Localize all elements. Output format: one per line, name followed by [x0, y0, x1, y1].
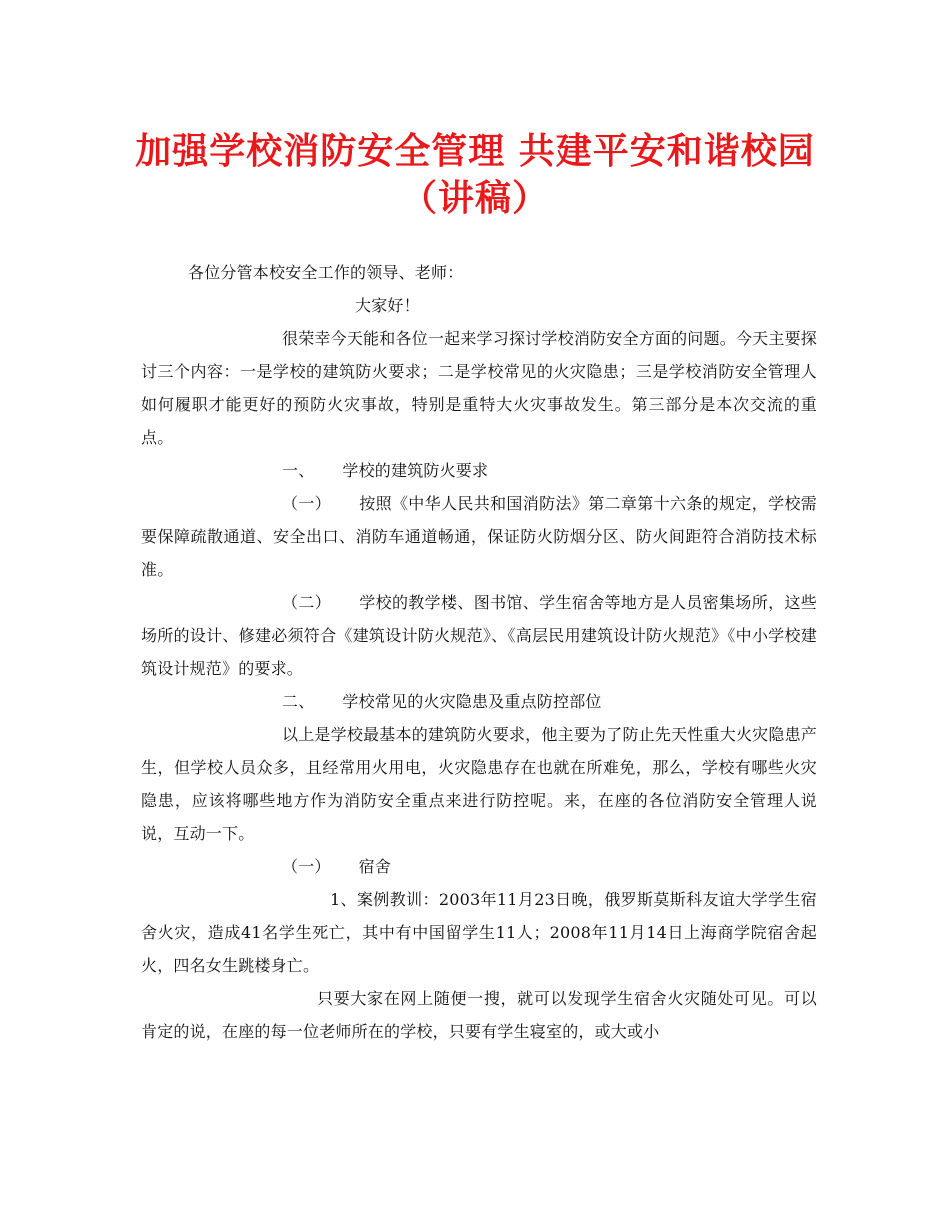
section-title: 学校常见的火灾隐患及重点防控部位	[342, 692, 602, 711]
paragraph: 只要大家在网上随便一搜，就可以发现学生宿舍火灾随处可见。可以肯定的说，在座的每一位老师所在的学校，只要有学生寝室的，或大或小	[141, 989, 817, 1041]
section-number: 二、	[282, 692, 315, 711]
item-number: （一）	[282, 494, 332, 513]
section-heading-2	[141, 685, 817, 718]
list-item	[141, 586, 817, 685]
case-paragraph: 1、案例教训：2003年11月23日晚，俄罗斯莫斯科友谊大学学生宿舍火灾，造成41名学生死亡，其中有中国留学生11人；2008年11月14日上海商学院宿舍起火，四名女生跳楼身亡。	[141, 890, 817, 975]
greeting: 各位分管本校安全工作的领导、老师：	[188, 263, 464, 282]
paragraph: 以上是学校最基本的建筑防火要求，他主要为了防止先天性重大火灾隐患产生，但学校人员众多，且经常用火用电，火灾隐患存在也就在所难免，那么，学校有哪些火灾隐患，应该将哪些地方作为消防安全重点来进行防控呢。来，在座的各位消防安全管理人说说，互动一下。	[141, 725, 817, 843]
item-number: （一）	[282, 857, 331, 876]
section-number: 一、	[282, 461, 315, 480]
item-number: （二）	[282, 593, 332, 612]
intro-paragraph: 很荣幸今天能和各位一起来学习探讨学校消防安全方面的问题。今天主要探讨三个内容：一是学校的建筑防火要求；二是学校常见的火灾隐患；三是学校消防安全管理人如何履职才能更好的预防火灾事故，特别是重特大火灾事故发生。第三部分是本次交流的重点。	[141, 329, 817, 447]
item-text: 学校的教学楼、图书馆、学生宿舍等地方是人员密集场所，这些场所的设计、修建必须符合《建筑设计防火规范》、《高层民用建筑设计防火规范》《中小学校建筑设计规范》的要求。	[141, 593, 817, 678]
document-subtitle: （讲稿）	[400, 177, 549, 219]
item-text: 按照《中华人民共和国消防法》第二章第十六条的规定，学校需要保障疏散通道、安全出口、消防车通道畅通，保证防火防烟分区、防火间距符合消防技术标准。	[141, 494, 817, 579]
list-item	[141, 487, 817, 586]
document-body	[141, 256, 817, 1048]
section-title: 学校的建筑防火要求	[342, 461, 489, 480]
subsection-heading	[141, 850, 817, 883]
section-heading-1	[141, 454, 817, 487]
hello: 大家好！	[355, 296, 420, 315]
document-title: 加强学校消防安全管理 共建平安和谐校园	[135, 130, 815, 172]
item-title: 宿舍	[358, 857, 392, 876]
